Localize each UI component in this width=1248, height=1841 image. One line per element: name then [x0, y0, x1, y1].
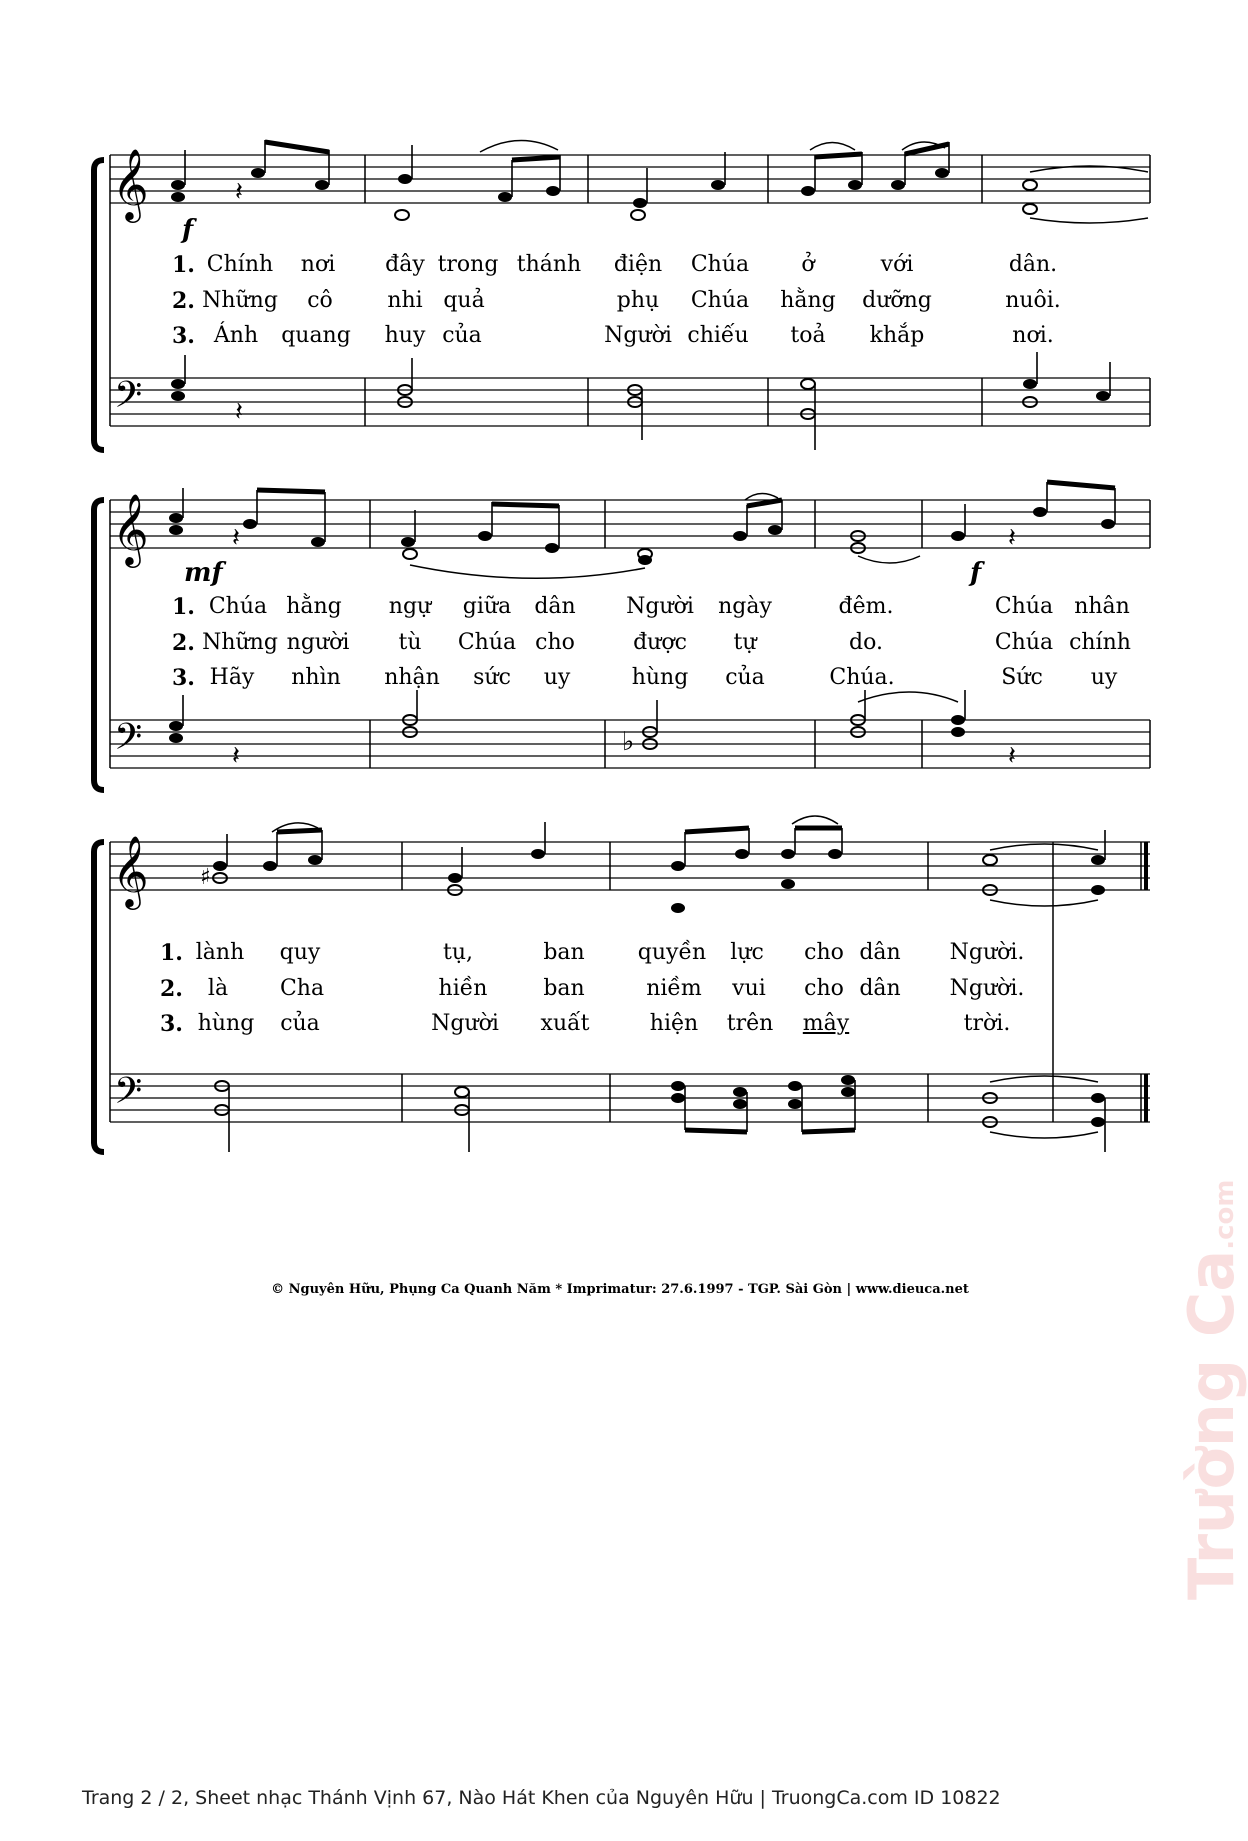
- lyric: nơi.: [1012, 323, 1054, 348]
- svg-text:𝄽: 𝄽: [232, 523, 240, 553]
- svg-text:𝄽: 𝄽: [1008, 523, 1016, 553]
- svg-text:𝄢: 𝄢: [114, 1070, 143, 1121]
- lyric: Những: [202, 288, 278, 313]
- lyric: uy: [1090, 665, 1118, 690]
- lyric: Người.: [949, 976, 1025, 1001]
- lyric: toả: [790, 323, 826, 348]
- svg-text:𝄽: 𝄽: [1008, 741, 1016, 771]
- watermark-text: Trường Ca: [1175, 1249, 1248, 1600]
- lyric: hằng: [780, 288, 836, 313]
- lyric: Ánh: [213, 323, 259, 348]
- lyric: nhận: [384, 665, 440, 690]
- system-3: [0, 682, 1240, 1142]
- lyric: Sức: [1001, 665, 1043, 690]
- lyric: ở: [801, 252, 815, 277]
- svg-text:𝄽: 𝄽: [235, 397, 243, 427]
- verse-number-1: 1.: [172, 594, 195, 620]
- lyric: cho: [804, 976, 844, 1001]
- svg-text:♯: ♯: [200, 865, 211, 890]
- lyric: Chúa: [690, 288, 750, 313]
- dynamic-forte: f: [970, 558, 982, 588]
- lyric: Chúa: [994, 594, 1054, 619]
- lyric: đêm.: [838, 594, 894, 619]
- lyric: hiện: [649, 1011, 699, 1036]
- lyric: trời.: [963, 1011, 1011, 1036]
- lyric: cho: [535, 630, 575, 655]
- lyric: của: [442, 323, 482, 348]
- lyric: Chúa: [457, 630, 517, 655]
- verse-number-2: 2.: [160, 976, 183, 1002]
- lyric: cho: [804, 940, 844, 965]
- copyright-notice: © Nguyên Hữu, Phụng Ca Quanh Năm * Imprimatur: 27.6.1997 - TGP. Sài Gòn | www.dieuca.net: [271, 1282, 969, 1297]
- lyric: chiếu: [687, 323, 749, 348]
- lyric: trên: [726, 1011, 774, 1036]
- lyric: điện: [613, 252, 663, 277]
- lyric: trong: [437, 252, 499, 277]
- lyric: nhìn: [291, 665, 341, 690]
- svg-text:𝄞: 𝄞: [112, 834, 149, 907]
- lyric: dân: [859, 940, 901, 965]
- lyric: thánh: [516, 252, 582, 277]
- lyric: của: [280, 1011, 320, 1036]
- lyric: Chính: [206, 252, 274, 277]
- watermark-logo: [1175, 1180, 1248, 1600]
- lyric: Những: [202, 630, 278, 655]
- lyric: quả: [443, 288, 485, 313]
- lyric: cô: [307, 288, 333, 313]
- lyric: hùng: [197, 1011, 255, 1036]
- verse-number-1: 1.: [172, 252, 195, 278]
- lyric: Chúa: [208, 594, 268, 619]
- lyric: Người.: [949, 940, 1025, 965]
- lyric: Người: [431, 1011, 499, 1036]
- lyric: lành: [195, 940, 245, 965]
- lyric: Hãy: [209, 665, 255, 690]
- lyric: được: [633, 630, 687, 655]
- svg-text:𝄽: 𝄽: [235, 177, 243, 207]
- lyric: ngày: [718, 594, 772, 619]
- lyric: nhân: [1074, 594, 1130, 619]
- lyric: quyền: [637, 940, 707, 965]
- lyric: niềm: [646, 976, 702, 1001]
- svg-text:𝄢: 𝄢: [114, 716, 143, 767]
- lyric: Cha: [279, 976, 325, 1001]
- page-footer: Trang 2 / 2, Sheet nhạc Thánh Vịnh 67, Nào Hát Khen của Nguyên Hữu | TruongCa.com ID 10822: [82, 1787, 1001, 1809]
- lyric: quang: [281, 323, 351, 348]
- lyric: quy: [279, 940, 321, 965]
- verse-number-3: 3.: [172, 665, 195, 691]
- lyric: phụ: [616, 288, 660, 313]
- lyric: hiền: [438, 976, 488, 1001]
- lyric: Chúa: [690, 252, 750, 277]
- lyric: dân.: [1008, 252, 1058, 277]
- lyric: chính: [1069, 630, 1131, 655]
- lyric: dưỡng: [862, 288, 932, 313]
- lyric: người: [286, 630, 350, 655]
- lyric: ban: [543, 940, 585, 965]
- lyric: do.: [849, 630, 883, 655]
- watermark-suffix: .com: [1210, 1179, 1240, 1250]
- lyric: đây: [385, 252, 425, 277]
- verse-number-3: 3.: [160, 1011, 183, 1037]
- dynamic-forte: f: [182, 215, 194, 245]
- lyric: ban: [543, 976, 585, 1001]
- lyric: của: [725, 665, 765, 690]
- lyric: xuất: [540, 1011, 590, 1036]
- lyric: ngự: [388, 594, 432, 619]
- svg-text:𝄞: 𝄞: [112, 492, 149, 565]
- lyric: uy: [543, 665, 571, 690]
- lyric: vui: [732, 976, 766, 1001]
- lyric: dân: [534, 594, 576, 619]
- lyric: nhi: [387, 288, 423, 313]
- lyric: Chúa: [994, 630, 1054, 655]
- lyric: hằng: [286, 594, 342, 619]
- lyric-underlined: mây: [802, 1011, 850, 1036]
- lyric: tự: [733, 630, 757, 655]
- lyric: lực: [730, 940, 764, 965]
- lyric: tụ,: [442, 940, 474, 965]
- lyric: giữa: [462, 594, 512, 619]
- lyric: Người: [604, 323, 672, 348]
- dynamic-mezzo-forte: mf: [184, 558, 223, 588]
- lyric: nơi: [300, 252, 336, 277]
- svg-text:𝄞: 𝄞: [112, 147, 149, 220]
- lyric: dân: [859, 976, 901, 1001]
- lyric: Chúa.: [829, 665, 895, 690]
- svg-text:♭: ♭: [622, 727, 635, 757]
- verse-number-1: 1.: [160, 940, 183, 966]
- lyric: tù: [398, 630, 422, 655]
- svg-text:𝄢: 𝄢: [114, 374, 143, 425]
- lyric: khắp: [869, 323, 925, 348]
- lyric: huy: [384, 323, 426, 348]
- lyric: nuôi.: [1005, 288, 1061, 313]
- verse-number-2: 2.: [172, 288, 195, 314]
- lyric: với: [880, 252, 914, 277]
- verse-number-3: 3.: [172, 323, 195, 349]
- lyric: sức: [473, 665, 511, 690]
- svg-text:𝄽: 𝄽: [232, 741, 240, 771]
- staff-system-3: [0, 682, 1240, 1142]
- lyric: Người: [626, 594, 694, 619]
- lyric: là: [207, 976, 229, 1001]
- verse-number-2: 2.: [172, 630, 195, 656]
- lyric: hùng: [631, 665, 689, 690]
